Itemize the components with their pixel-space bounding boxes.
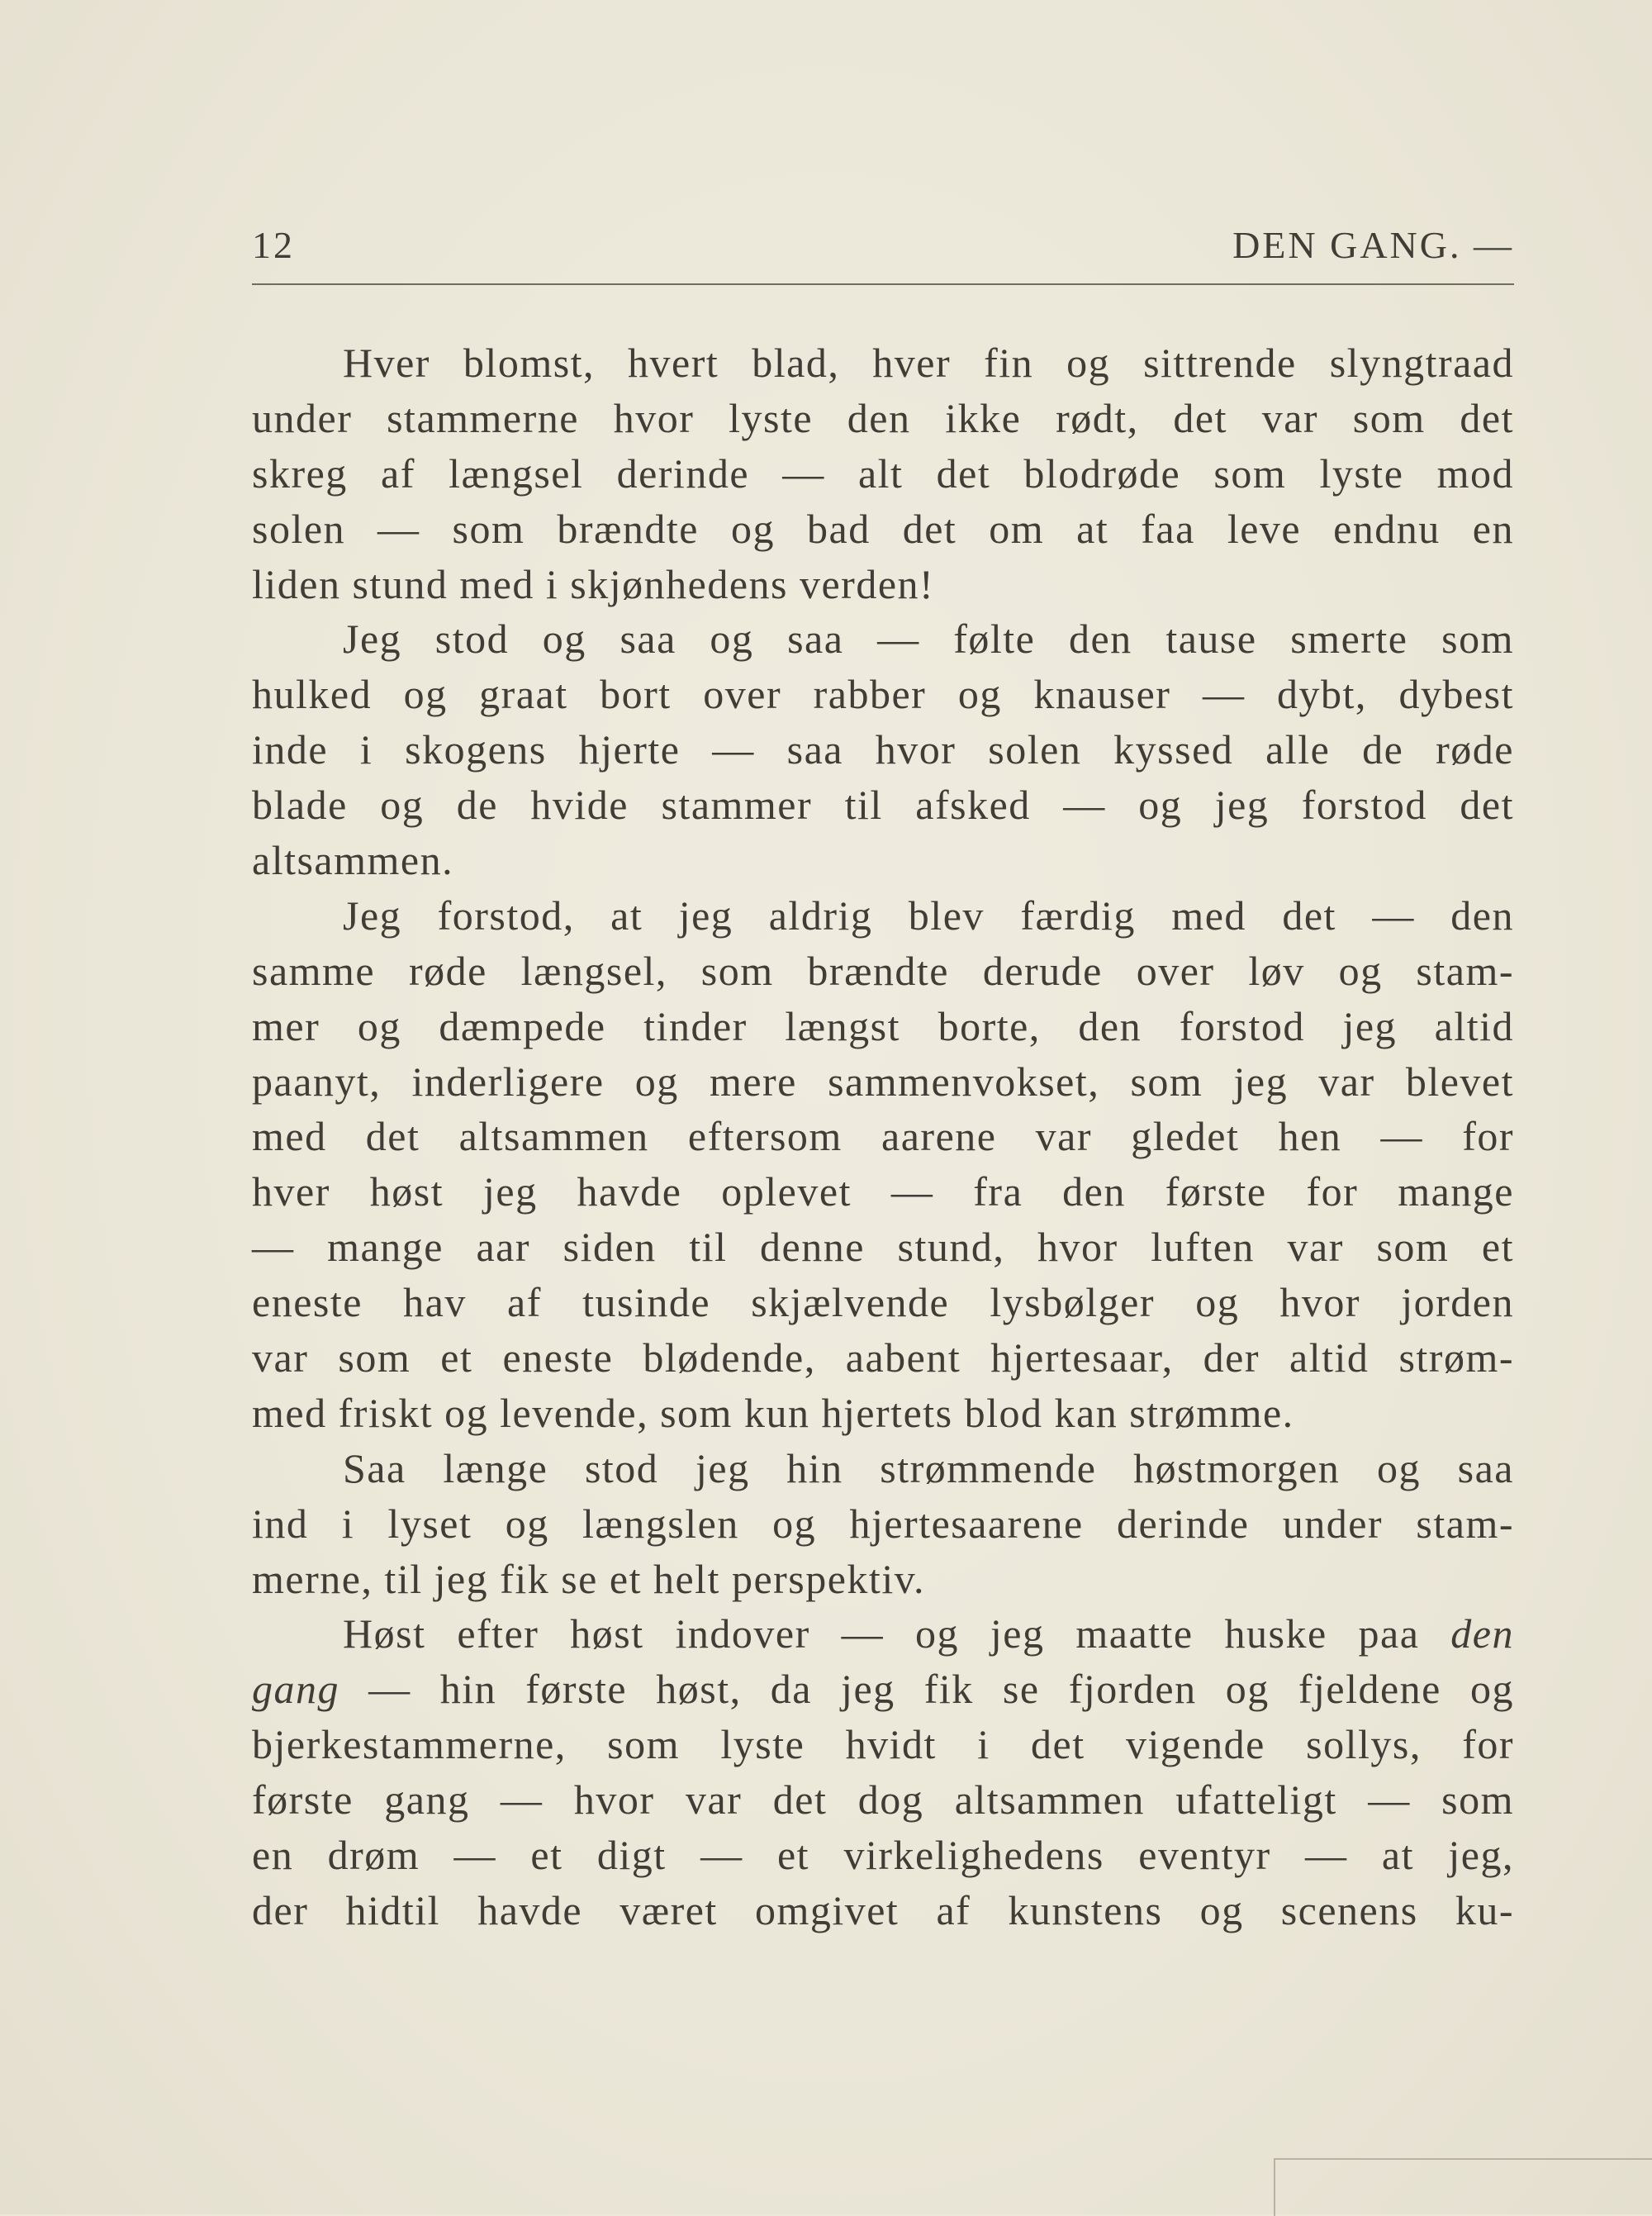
- text-line: Saa længe stod jeg hin strømmende høstmorgen og saa: [343, 1444, 1514, 1491]
- text-line: liden stund med i skjønhedens verden!: [252, 560, 935, 607]
- scan-corner-line: [1274, 2158, 1275, 2216]
- text-line: inde i skogens hjerte — saa hvor solen kyssed alle de røde: [252, 726, 1514, 773]
- italic-text: gang: [252, 1666, 339, 1713]
- text-line: hulked og graat bort over rabber og knauser — dybt, dybest: [252, 671, 1514, 718]
- text-line: Hver blomst, hvert blad, hver fin og sittrende slyngtraad: [343, 340, 1514, 386]
- text-line: ind i lyset og længslen og hjertesaarene derinde under stam-: [252, 1500, 1514, 1547]
- text-line: med det altsammen eftersom aarene var gledet hen — for: [252, 1113, 1514, 1160]
- text-line: [252, 1662, 1514, 1717]
- text-line: en drøm — et digt — et virkelighedens eventyr — at jeg,: [252, 1832, 1514, 1879]
- body-text: [252, 335, 1514, 1938]
- text-line: der hidtil havde været omgivet af kunstens og scenens ku-: [252, 1886, 1514, 1933]
- text-segment: Høst efter høst indover — og jeg maatte huske paa: [343, 1610, 1451, 1657]
- text-line: paanyt, inderligere og mere sammenvokset, som jeg var blevet: [252, 1058, 1514, 1105]
- text-line: mer og dæmpede tinder længst borte, den forstod jeg altid: [252, 1002, 1514, 1049]
- text-line: solen — som brændte og bad det om at faa leve endnu en: [252, 505, 1514, 552]
- running-head-title: DEN GANG. —: [1232, 224, 1514, 266]
- scan-corner-line: [1274, 2158, 1652, 2160]
- text-line: altsammen.: [252, 837, 454, 884]
- text-line: Jeg forstod, at jeg aldrig blev færdig med det — den: [343, 892, 1514, 939]
- running-head: [252, 216, 1514, 266]
- text-line: hver høst jeg havde oplevet — fra den første for mange: [252, 1168, 1514, 1215]
- text-line: første gang — hvor var det dog altsammen ufatteligt — som: [252, 1776, 1514, 1824]
- text-line: blade og de hvide stammer til afsked — og jeg forstod det: [252, 782, 1514, 829]
- text-line: — mange aar siden til denne stund, hvor luften var som et: [252, 1224, 1514, 1271]
- text-line: under stammerne hvor lyste den ikke rødt, det var som det: [252, 394, 1514, 441]
- text-line: med friskt og levende, som kun hjertets blod kan strømme.: [252, 1389, 1294, 1436]
- text-line: eneste hav af tusinde skjælvende lysbølger og hvor jorden: [252, 1279, 1514, 1326]
- text-line: bjerkestammerne, som lyste hvidt i det vigende sollys, for: [252, 1721, 1514, 1768]
- text-line: merne, til jeg fik se et helt perspektiv.: [252, 1555, 925, 1602]
- text-line: samme røde længsel, som brændte derude over løv og stam-: [252, 947, 1514, 994]
- text-segment: — hin første høst, da jeg fik se fjorden og fjeldene og: [339, 1666, 1514, 1713]
- text-line: Jeg stod og saa og saa — følte den tause smerte som: [343, 616, 1514, 663]
- italic-text: den: [1450, 1610, 1514, 1657]
- page-number: 12: [252, 224, 295, 266]
- text-line: var som et eneste blødende, aabent hjertesaar, der altid strøm-: [252, 1334, 1514, 1381]
- text-line: skreg af længsel derinde — alt det blodrøde som lyste mod: [252, 449, 1514, 497]
- text-line: [252, 1606, 1514, 1662]
- header-rule: [252, 283, 1514, 285]
